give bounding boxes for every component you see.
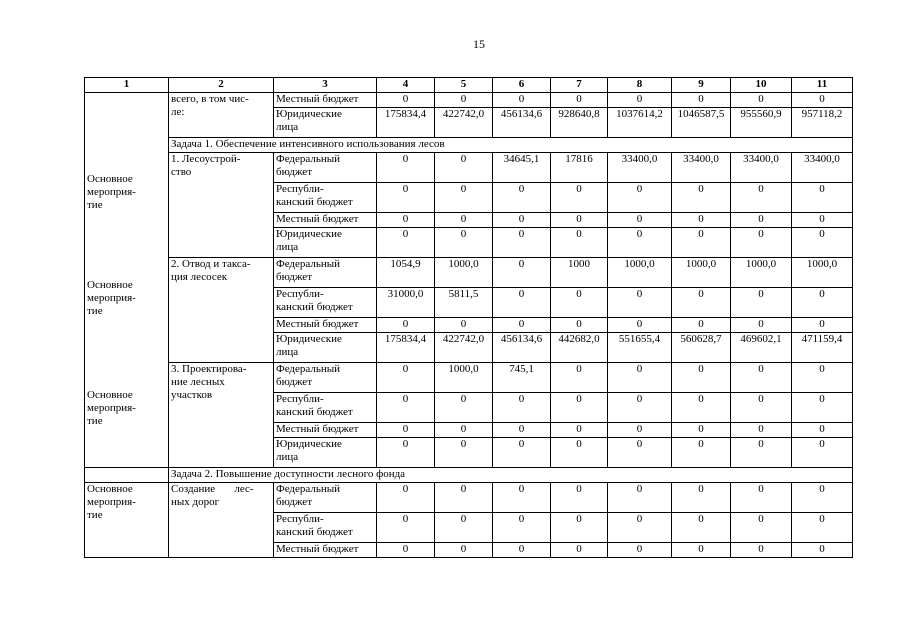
value-cell: 0 bbox=[672, 318, 731, 333]
value-cell: 0 bbox=[792, 93, 853, 108]
value-cell: 0 bbox=[377, 213, 435, 228]
value-cell: 1000 bbox=[551, 258, 608, 288]
value-cell: 0 bbox=[377, 183, 435, 213]
value-cell: 0 bbox=[377, 393, 435, 423]
value-cell: 0 bbox=[435, 513, 493, 543]
value-cell: 0 bbox=[792, 318, 853, 333]
value-cell: 0 bbox=[731, 228, 792, 258]
value-cell: 175834,4 bbox=[377, 333, 435, 363]
value-cell: 0 bbox=[792, 213, 853, 228]
value-cell: 0 bbox=[608, 228, 672, 258]
value-cell: 0 bbox=[435, 483, 493, 513]
funding-source-cell: Федеральный бюджет bbox=[274, 153, 377, 183]
value-cell: 0 bbox=[731, 483, 792, 513]
value-cell: 0 bbox=[731, 438, 792, 468]
value-cell: 0 bbox=[377, 228, 435, 258]
value-cell: 0 bbox=[672, 438, 731, 468]
value-cell: 0 bbox=[608, 213, 672, 228]
value-cell: 0 bbox=[551, 288, 608, 318]
value-cell: 0 bbox=[608, 93, 672, 108]
event-cell bbox=[85, 93, 169, 468]
value-cell: 0 bbox=[731, 543, 792, 558]
value-cell: 0 bbox=[608, 513, 672, 543]
value-cell: 0 bbox=[435, 543, 493, 558]
value-cell: 955560,9 bbox=[731, 108, 792, 138]
value-cell: 0 bbox=[493, 423, 551, 438]
funding-source-cell: Юридические лица bbox=[274, 438, 377, 468]
value-cell: 0 bbox=[493, 93, 551, 108]
value-cell: 0 bbox=[377, 423, 435, 438]
activity-cell: Создание лес- ных дорог bbox=[169, 483, 274, 558]
value-cell: 0 bbox=[731, 513, 792, 543]
value-cell: 31000,0 bbox=[377, 288, 435, 318]
value-cell: 0 bbox=[551, 438, 608, 468]
value-cell: 560628,7 bbox=[672, 333, 731, 363]
section-title: Задача 2. Повышение доступности лесного фонда bbox=[169, 468, 853, 483]
value-cell: 957118,2 bbox=[792, 108, 853, 138]
funding-source-cell: Юридические лица bbox=[274, 333, 377, 363]
funding-source-cell: Республи- канский бюджет bbox=[274, 513, 377, 543]
value-cell: 0 bbox=[377, 318, 435, 333]
funding-source-cell: Юридические лица bbox=[274, 108, 377, 138]
value-cell: 5811,5 bbox=[435, 288, 493, 318]
value-cell: 33400,0 bbox=[731, 153, 792, 183]
value-cell: 0 bbox=[493, 543, 551, 558]
value-cell: 0 bbox=[493, 483, 551, 513]
value-cell: 0 bbox=[493, 213, 551, 228]
value-cell: 33400,0 bbox=[792, 153, 853, 183]
value-cell: 0 bbox=[551, 513, 608, 543]
value-cell: 17816 bbox=[551, 153, 608, 183]
funding-source-cell: Федеральный бюджет bbox=[274, 258, 377, 288]
value-cell: 422742,0 bbox=[435, 333, 493, 363]
value-cell: 0 bbox=[792, 288, 853, 318]
table-row bbox=[85, 258, 853, 288]
value-cell: 0 bbox=[551, 228, 608, 258]
value-cell: 0 bbox=[493, 183, 551, 213]
col-header: 9 bbox=[672, 78, 731, 93]
value-cell: 0 bbox=[672, 183, 731, 213]
value-cell: 0 bbox=[731, 393, 792, 423]
value-cell: 0 bbox=[792, 438, 853, 468]
value-cell: 0 bbox=[608, 393, 672, 423]
funding-source-cell: Республи- канский бюджет bbox=[274, 183, 377, 213]
activity-cell: 1. Лесоустрой- ство bbox=[169, 153, 274, 258]
value-cell: 1046587,5 bbox=[672, 108, 731, 138]
value-cell: 0 bbox=[551, 183, 608, 213]
funding-source-cell: Местный бюджет bbox=[274, 423, 377, 438]
value-cell: 0 bbox=[792, 543, 853, 558]
value-cell: 442682,0 bbox=[551, 333, 608, 363]
table-row bbox=[85, 363, 853, 393]
value-cell: 0 bbox=[672, 93, 731, 108]
value-cell: 0 bbox=[435, 423, 493, 438]
value-cell: 456134,6 bbox=[493, 108, 551, 138]
value-cell: 0 bbox=[435, 183, 493, 213]
value-cell: 0 bbox=[731, 183, 792, 213]
col-header: 5 bbox=[435, 78, 493, 93]
value-cell: 0 bbox=[435, 318, 493, 333]
value-cell: 0 bbox=[731, 363, 792, 393]
value-cell: 0 bbox=[672, 423, 731, 438]
value-cell: 1000,0 bbox=[435, 258, 493, 288]
table-row bbox=[85, 93, 853, 108]
value-cell: 0 bbox=[493, 228, 551, 258]
value-cell: 0 bbox=[435, 438, 493, 468]
value-cell: 0 bbox=[435, 153, 493, 183]
value-cell: 0 bbox=[792, 363, 853, 393]
value-cell: 0 bbox=[493, 288, 551, 318]
value-cell: 0 bbox=[608, 183, 672, 213]
activity-cell: 2. Отвод и такса- ция лесосек bbox=[169, 258, 274, 363]
value-cell: 0 bbox=[493, 438, 551, 468]
value-cell: 0 bbox=[377, 543, 435, 558]
value-cell: 0 bbox=[493, 318, 551, 333]
value-cell: 0 bbox=[792, 423, 853, 438]
blank-cell bbox=[85, 468, 169, 483]
col-header: 11 bbox=[792, 78, 853, 93]
value-cell: 0 bbox=[377, 513, 435, 543]
activity-cell: 3. Проектирова- ние лесных участков bbox=[169, 363, 274, 468]
value-cell: 0 bbox=[672, 513, 731, 543]
main-event-label: Основное мероприя- тие bbox=[85, 483, 169, 558]
value-cell: 0 bbox=[731, 423, 792, 438]
value-cell: 928640,8 bbox=[551, 108, 608, 138]
budget-table bbox=[84, 77, 853, 558]
value-cell: 0 bbox=[792, 513, 853, 543]
value-cell: 0 bbox=[672, 228, 731, 258]
value-cell: 1054,9 bbox=[377, 258, 435, 288]
value-cell: 1037614,2 bbox=[608, 108, 672, 138]
value-cell: 1000,0 bbox=[672, 258, 731, 288]
funding-source-cell: Республи- канский бюджет bbox=[274, 393, 377, 423]
value-cell: 0 bbox=[493, 393, 551, 423]
value-cell: 0 bbox=[672, 393, 731, 423]
value-cell: 0 bbox=[672, 288, 731, 318]
value-cell: 422742,0 bbox=[435, 108, 493, 138]
value-cell: 0 bbox=[551, 93, 608, 108]
value-cell: 175834,4 bbox=[377, 108, 435, 138]
col-header: 2 bbox=[169, 78, 274, 93]
value-cell: 0 bbox=[731, 318, 792, 333]
table-row bbox=[85, 153, 853, 183]
value-cell: 0 bbox=[608, 423, 672, 438]
value-cell: 0 bbox=[792, 483, 853, 513]
value-cell: 0 bbox=[792, 393, 853, 423]
header-row bbox=[85, 78, 853, 93]
value-cell: 1000,0 bbox=[608, 258, 672, 288]
funding-source-cell: Местный бюджет bbox=[274, 543, 377, 558]
value-cell: 0 bbox=[551, 393, 608, 423]
value-cell: 0 bbox=[377, 153, 435, 183]
main-event-label: Основное мероприя- тие bbox=[87, 279, 136, 317]
value-cell: 469602,1 bbox=[731, 333, 792, 363]
funding-source-cell: Местный бюджет bbox=[274, 213, 377, 228]
value-cell: 0 bbox=[493, 513, 551, 543]
value-cell: 456134,6 bbox=[493, 333, 551, 363]
value-cell: 0 bbox=[551, 543, 608, 558]
value-cell: 1000,0 bbox=[792, 258, 853, 288]
value-cell: 0 bbox=[435, 213, 493, 228]
value-cell: 0 bbox=[435, 393, 493, 423]
value-cell: 34645,1 bbox=[493, 153, 551, 183]
value-cell: 0 bbox=[551, 213, 608, 228]
value-cell: 0 bbox=[551, 318, 608, 333]
value-cell: 471159,4 bbox=[792, 333, 853, 363]
main-event-label: Основное мероприя- тие bbox=[87, 389, 136, 427]
col-header: 10 bbox=[731, 78, 792, 93]
value-cell: 0 bbox=[377, 363, 435, 393]
value-cell: 0 bbox=[435, 228, 493, 258]
value-cell: 0 bbox=[608, 288, 672, 318]
funding-source-cell: Местный бюджет bbox=[274, 318, 377, 333]
value-cell: 745,1 bbox=[493, 363, 551, 393]
value-cell: 0 bbox=[493, 258, 551, 288]
col-header: 7 bbox=[551, 78, 608, 93]
funding-source-cell: Федеральный бюджет bbox=[274, 483, 377, 513]
value-cell: 0 bbox=[377, 93, 435, 108]
funding-source-cell: Республи- канский бюджет bbox=[274, 288, 377, 318]
value-cell: 0 bbox=[672, 543, 731, 558]
value-cell: 0 bbox=[608, 483, 672, 513]
value-cell: 0 bbox=[377, 438, 435, 468]
funding-source-cell: Местный бюджет bbox=[274, 93, 377, 108]
value-cell: 0 bbox=[731, 288, 792, 318]
funding-source-cell: Юридические лица bbox=[274, 228, 377, 258]
value-cell: 0 bbox=[672, 213, 731, 228]
section-row bbox=[85, 138, 853, 153]
main-event-label: Основное мероприя- тие bbox=[87, 173, 136, 211]
value-cell: 0 bbox=[377, 483, 435, 513]
value-cell: 33400,0 bbox=[672, 153, 731, 183]
value-cell: 0 bbox=[672, 363, 731, 393]
value-cell: 551655,4 bbox=[608, 333, 672, 363]
value-cell: 0 bbox=[672, 483, 731, 513]
section-title: Задача 1. Обеспечение интенсивного использования лесов bbox=[169, 138, 853, 153]
value-cell: 0 bbox=[551, 363, 608, 393]
value-cell: 0 bbox=[792, 228, 853, 258]
value-cell: 0 bbox=[608, 363, 672, 393]
value-cell: 0 bbox=[551, 483, 608, 513]
value-cell: 0 bbox=[608, 543, 672, 558]
funding-source-cell: Федеральный бюджет bbox=[274, 363, 377, 393]
value-cell: 0 bbox=[731, 93, 792, 108]
col-header: 4 bbox=[377, 78, 435, 93]
value-cell: 1000,0 bbox=[435, 363, 493, 393]
value-cell: 0 bbox=[608, 438, 672, 468]
total-label-cell: всего, в том чис- ле: bbox=[169, 93, 274, 138]
value-cell: 0 bbox=[608, 318, 672, 333]
value-cell: 1000,0 bbox=[731, 258, 792, 288]
value-cell: 0 bbox=[731, 213, 792, 228]
col-header: 1 bbox=[85, 78, 169, 93]
value-cell: 0 bbox=[435, 93, 493, 108]
col-header: 8 bbox=[608, 78, 672, 93]
table-row bbox=[85, 483, 853, 513]
col-header: 3 bbox=[274, 78, 377, 93]
section-row bbox=[85, 468, 853, 483]
page-number: 15 bbox=[473, 37, 485, 51]
value-cell: 33400,0 bbox=[608, 153, 672, 183]
value-cell: 0 bbox=[551, 423, 608, 438]
value-cell: 0 bbox=[792, 183, 853, 213]
col-header: 6 bbox=[493, 78, 551, 93]
